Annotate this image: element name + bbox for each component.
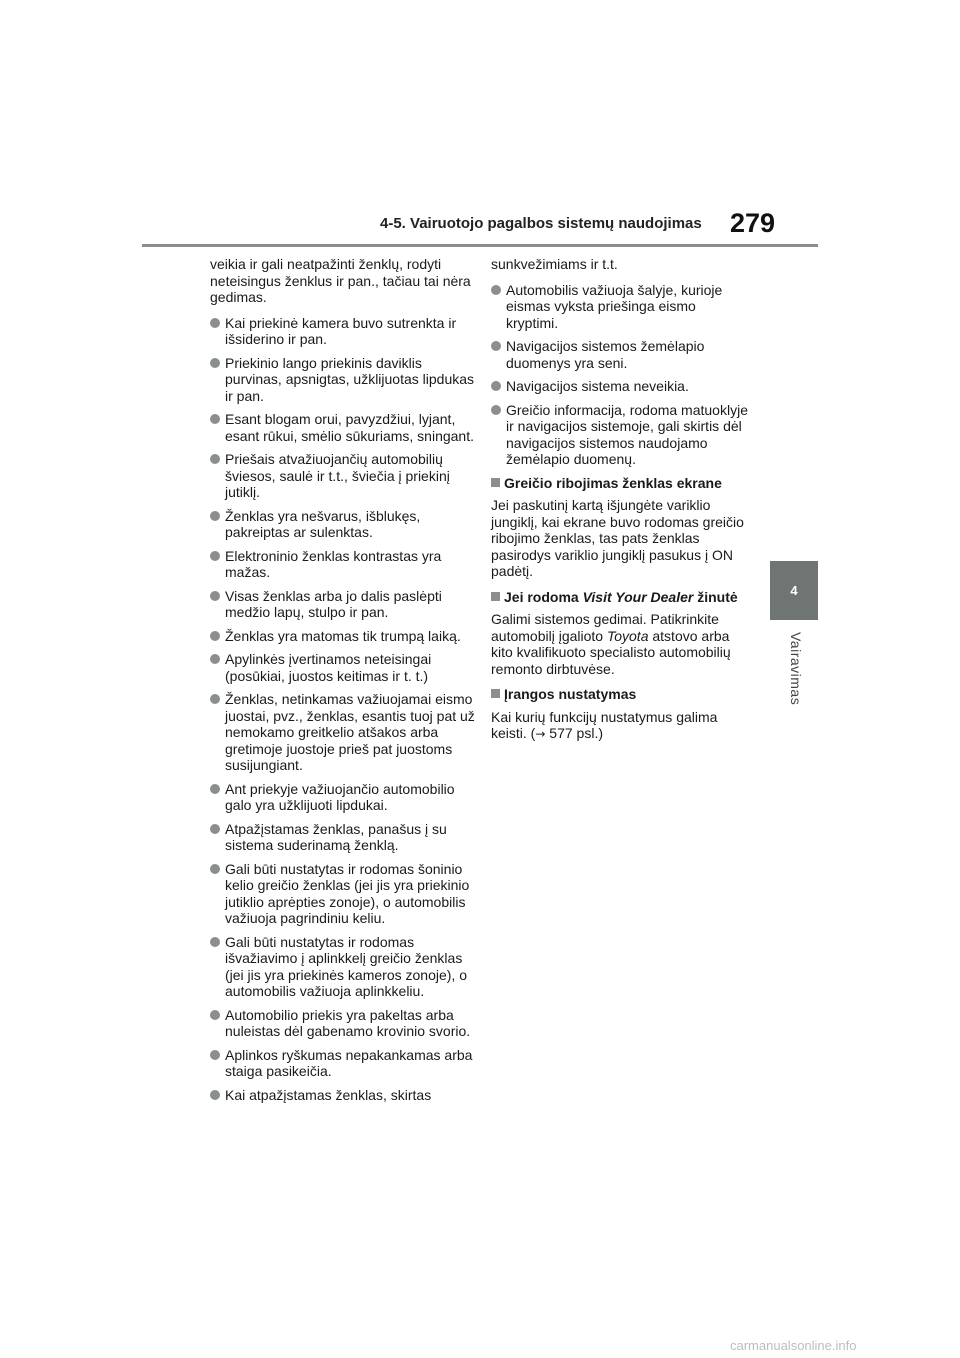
subheading-text-pre: Jei rodoma bbox=[504, 588, 583, 605]
bullet-dot-icon bbox=[210, 784, 220, 794]
right-column bbox=[491, 256, 751, 752]
bullet-text: Automobilio priekis yra pakeltas arba nuleistas dėl gabenamo krovinio svorio. bbox=[225, 1006, 471, 1039]
continuation-paragraph: sunkvežimiams ir t.t. bbox=[491, 256, 618, 272]
arrow-icon: → bbox=[535, 727, 546, 741]
subheading-text: Greičio ribojimas ženklas ekrane bbox=[504, 474, 722, 491]
bullet-text: Ženklas, netinkamas važiuojamai eismo juostai, pvz., ženklas, esantis tuoj pat už nemokamo greitkelio atšakos arba gretimoje juostoje prieš pat juostoms susijungiant. bbox=[225, 691, 475, 773]
subheading-text-italic: Visit Your Dealer bbox=[582, 588, 694, 605]
bullet-dot-icon bbox=[210, 591, 220, 601]
bullet-item bbox=[210, 861, 475, 927]
bullet-item bbox=[210, 355, 475, 405]
bullet-item bbox=[491, 378, 751, 395]
body-post: atstovo arba kito kvalifikuoto specialisto automobilių remonto dirbtuvėse. bbox=[491, 627, 731, 677]
bullet-dot-icon bbox=[210, 654, 220, 664]
bullet-dot-icon bbox=[210, 318, 220, 328]
bullet-item bbox=[210, 781, 475, 814]
subheading-text: Įrangos nustatymas bbox=[504, 686, 637, 702]
brand-name: Toyota bbox=[606, 627, 649, 644]
bullet-item bbox=[210, 1047, 475, 1080]
bullet-dot-icon bbox=[210, 631, 220, 641]
bullet-dot-icon bbox=[210, 1090, 220, 1100]
speed-sign-paragraph: Jei paskutinį kartą išjungėte variklio jungiklį, kai ekrane buvo rodomas greičio ribojimo ženklas, tas pats ženklas pasirodys variklio jungiklį pasukus į ON padėtį. bbox=[491, 497, 744, 579]
bullet-dot-icon bbox=[210, 1050, 220, 1060]
chapter-label: Vairavimas bbox=[788, 632, 804, 706]
page-reference-link[interactable]: 577 psl.) bbox=[545, 725, 603, 741]
bullet-text: Apylinkės įvertinamos neteisingai (posūkiai, juostos keitimas ir t. t.) bbox=[225, 651, 432, 684]
header-rule bbox=[142, 244, 818, 247]
bullet-dot-icon bbox=[210, 694, 220, 704]
bullet-text: Ženklas yra matomas tik trumpą laiką. bbox=[225, 627, 461, 644]
watermark: carmanualsonline.info bbox=[730, 1338, 857, 1353]
bullet-item bbox=[210, 691, 475, 774]
square-bullet-icon bbox=[491, 478, 500, 487]
subheading-settings bbox=[491, 686, 751, 703]
bullet-dot-icon bbox=[210, 511, 220, 521]
square-bullet-icon bbox=[491, 689, 500, 698]
bullet-list-right bbox=[491, 282, 751, 468]
bullet-text: Priekinio lango priekinis daviklis purvinas, apsnigtas, užklijuotas lipdukas ir pan. bbox=[225, 354, 475, 404]
bullet-item bbox=[210, 451, 475, 501]
bullet-item bbox=[491, 282, 751, 332]
bullet-dot-icon bbox=[210, 824, 220, 834]
bullet-dot-icon bbox=[210, 414, 220, 424]
bullet-text: Gali būti nustatytas ir rodomas šoninio kelio greičio ženklas (jei jis yra priekinio jutiklio aprėpties zonoje), o automobilis važiuoja pagrindiniu keliu. bbox=[225, 860, 470, 926]
bullet-text: Ženklas yra nešvarus, išblukęs, pakreiptas ar sulenktas. bbox=[225, 507, 421, 540]
subheading-text-post: žinutė bbox=[693, 588, 738, 605]
bullet-text: Navigacijos sistema neveikia. bbox=[506, 378, 689, 394]
bullet-item bbox=[491, 402, 751, 468]
bullet-text: Esant blogam orui, pavyzdžiui, lyjant, esant rūkui, smėlio sūkuriams, sningant. bbox=[225, 411, 474, 444]
bullet-dot-icon bbox=[491, 285, 501, 295]
bullet-item bbox=[491, 338, 751, 371]
bullet-dot-icon bbox=[210, 1010, 220, 1020]
bullet-text: Aplinkos ryškumas nepakankamas arba staiga pasikeičia. bbox=[225, 1046, 473, 1079]
bullet-item bbox=[210, 628, 475, 645]
bullet-item bbox=[210, 934, 475, 1000]
section-title: 4-5. Vairuotojo pagalbos sistemų naudojimas bbox=[380, 215, 702, 232]
bullet-text: Ant priekyje važiuojančio automobilio galo yra užklijuoti lipdukai. bbox=[225, 780, 455, 813]
visit-dealer-paragraph bbox=[491, 611, 751, 677]
bullet-item bbox=[210, 651, 475, 684]
bullet-dot-icon bbox=[491, 381, 501, 391]
bullet-dot-icon bbox=[210, 454, 220, 464]
bullet-item bbox=[210, 548, 475, 581]
bullet-item bbox=[210, 1007, 475, 1040]
bullet-dot-icon bbox=[491, 405, 501, 415]
bullet-dot-icon bbox=[210, 864, 220, 874]
bullet-dot-icon bbox=[210, 551, 220, 561]
bullet-item bbox=[210, 411, 475, 444]
bullet-text: Greičio informacija, rodoma matuoklyje ir navigacijos sistemoje, gali skirtis dėl navigacijos sistemos naudojamo žemėlapio duomenų. bbox=[506, 401, 748, 467]
bullet-list-left bbox=[210, 315, 475, 1104]
bullet-item bbox=[210, 315, 475, 348]
bullet-item bbox=[210, 508, 475, 541]
bullet-text: Visas ženklas arba jo dalis paslėpti medžio lapų, stulpo ir pan. bbox=[225, 587, 442, 620]
bullet-text: Navigacijos sistemos žemėlapio duomenys yra seni. bbox=[506, 338, 705, 371]
body-pre: Kai kurių funkcijų nustatymus galima keisti. ( bbox=[491, 708, 718, 741]
bullet-text: Atpažįstamas ženklas, panašus į su sistema suderinamą ženklą. bbox=[225, 820, 447, 853]
bullet-item bbox=[210, 588, 475, 621]
square-bullet-icon bbox=[491, 592, 500, 601]
settings-paragraph bbox=[491, 709, 751, 743]
bullet-dot-icon bbox=[491, 341, 501, 351]
body-pre: Galimi sistemos gedimai. Patikrinkite automobilį įgalioto bbox=[491, 611, 719, 644]
intro-paragraph: veikia ir gali neatpažinti ženklų, rodyti neteisingus ženklus ir pan., tačiau tai nėra gedimas. bbox=[210, 256, 471, 305]
bullet-item bbox=[210, 1087, 475, 1104]
bullet-item bbox=[210, 821, 475, 854]
page-number: 279 bbox=[730, 208, 776, 238]
bullet-dot-icon bbox=[210, 358, 220, 368]
bullet-text: Gali būti nustatytas ir rodomas išvažiavimo į aplinkkelį greičio ženklas (jei jis yra priekinės kameros zonoje), o automobilis važiuoja aplinkkeliu. bbox=[225, 933, 467, 999]
chapter-tab[interactable]: 4 bbox=[770, 561, 818, 620]
bullet-text: Automobilis važiuoja šalyje, kurioje eismas vyksta priešinga eismo kryptimi. bbox=[506, 281, 723, 331]
bullet-text: Elektroninio ženklas kontrastas yra mažas. bbox=[225, 547, 442, 580]
bullet-text: Kai atpažįstamas ženklas, skirtas bbox=[225, 1086, 432, 1103]
subheading-speed-sign bbox=[491, 475, 751, 492]
subheading-visit-dealer bbox=[491, 589, 751, 606]
left-column bbox=[210, 256, 475, 1110]
bullet-text: Kai priekinė kamera buvo sutrenkta ir išsiderino ir pan. bbox=[225, 314, 457, 347]
bullet-text: Priešais atvažiuojančių automobilių šviesos, saulė ir t.t., šviečia į priekinį jutiklį. bbox=[225, 451, 450, 500]
bullet-dot-icon bbox=[210, 937, 220, 947]
